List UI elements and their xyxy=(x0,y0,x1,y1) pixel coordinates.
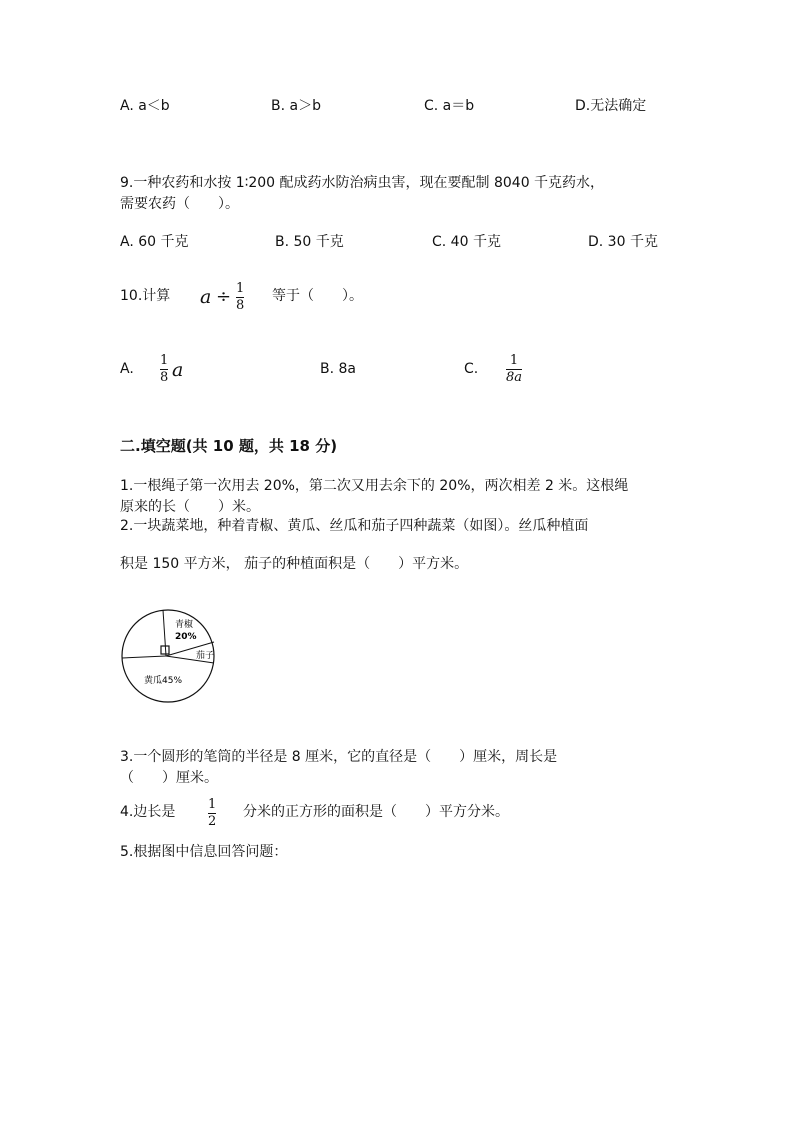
pie-label-qiezi: 茄子 xyxy=(196,651,215,661)
pie-label-huanggua: 黄瓜45% xyxy=(144,676,183,686)
section2-title: 二.填空题(共 10 题，共 18 分) xyxy=(120,437,338,455)
fill2-line2: 积是 150 平方米， 茄子的种植面积是（ ）平方米。 xyxy=(120,556,469,572)
q10-fraction xyxy=(236,282,244,313)
fill1-line1: 1.一根绳子第一次用去 20%，第二次又用去余下的 20%，两次相差 2 米。这根绳 xyxy=(120,478,629,494)
q10-option-c-denominator: 8a xyxy=(506,370,523,385)
fill4-fraction-numerator: 1 xyxy=(208,797,217,812)
q10-suffix: 等于（ ）。 xyxy=(272,288,363,304)
q10-fraction-numerator: 1 xyxy=(236,281,245,296)
q10-fraction-denominator: 8 xyxy=(236,298,245,313)
q8-option-c: C. a＝b xyxy=(424,98,475,114)
q8-option-d: D.无法确定 xyxy=(575,98,647,114)
q9-option-c: C. 40 千克 xyxy=(432,234,501,250)
q10-option-a-fraction xyxy=(160,354,168,385)
fill1-line2: 原来的长（ ）米。 xyxy=(120,499,260,515)
fill4-fraction-denominator: 2 xyxy=(208,814,217,829)
fill3-line1: 3.一个圆形的笔筒的半径是 8 厘米，它的直径是（ ）厘米，周长是 xyxy=(120,749,558,765)
q10-prefix: 10.计算 xyxy=(120,288,171,304)
fill4-prefix: 4.边长是 xyxy=(120,804,176,820)
fill4-fraction xyxy=(208,798,216,829)
q10-var-a: a xyxy=(200,286,212,308)
q10-option-c-fraction xyxy=(506,354,522,385)
fill3-line2: （ ）厘米。 xyxy=(120,770,218,786)
q10-option-a-numerator: 1 xyxy=(160,353,169,368)
q10-option-a-var: a xyxy=(172,359,184,381)
q10-option-b: B. 8a xyxy=(320,361,356,377)
q10-option-c-label: C. xyxy=(464,361,479,377)
q9-option-b: B. 50 千克 xyxy=(275,234,344,250)
pie-label-qingjiao: 青椒 xyxy=(175,620,194,630)
vegetable-pie-diagram xyxy=(118,608,224,704)
fill2-line1: 2.一块蔬菜地，种着青椒、黄瓜、丝瓜和茄子四种蔬菜（如图）。丝瓜种植面 xyxy=(120,518,589,534)
fill5-text: 5.根据图中信息回答问题： xyxy=(120,844,288,860)
q10-option-a-label: A. xyxy=(120,361,134,377)
q9-stem-line1: 9.一种农药和水按 1∶200 配成药水防治病虫害，现在要配制 8040 千克药水， xyxy=(120,175,605,191)
q9-stem-line2: 需要农药（ ）。 xyxy=(120,196,239,212)
q8-option-b: B. a＞b xyxy=(271,98,321,114)
fill4-suffix: 分米的正方形的面积是（ ）平方分米。 xyxy=(243,804,509,820)
q9-option-d: D. 30 千克 xyxy=(588,234,658,250)
q9-option-a: A. 60 千克 xyxy=(120,234,189,250)
q8-option-a: A. a＜b xyxy=(120,98,170,114)
q10-option-c-numerator: 1 xyxy=(509,353,519,368)
q10-option-a-denominator: 8 xyxy=(160,370,169,385)
q10-divide-sign: ÷ xyxy=(216,286,232,307)
pie-pct-qingjiao: 20% xyxy=(175,632,197,642)
